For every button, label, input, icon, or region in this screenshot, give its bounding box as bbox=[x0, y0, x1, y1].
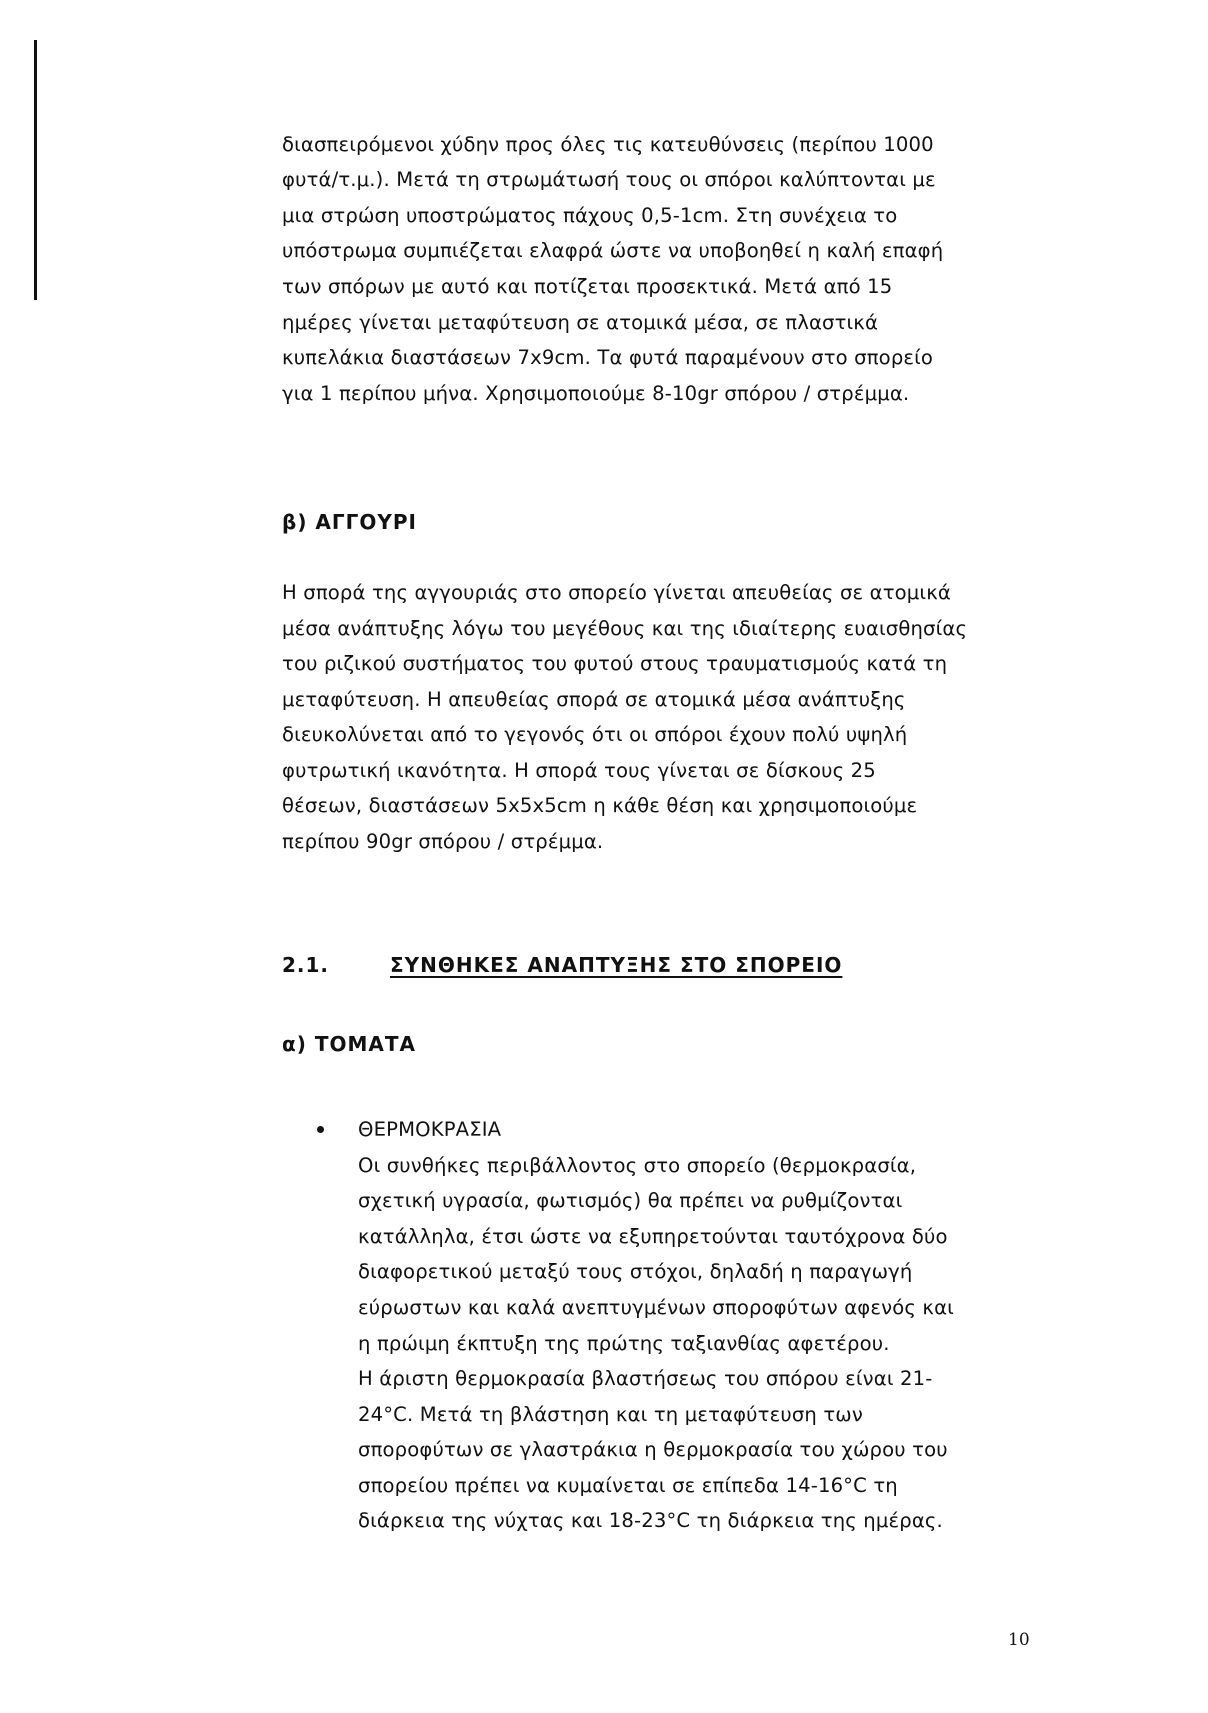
temperature-line-11: διάρκεια της νύχτας και 18-23°C τη διάρκεια της ημέρας. bbox=[358, 1509, 943, 1532]
intro-line-5: των σπόρων με αυτό και ποτίζεται προσεκτικά. Μετά από 15 bbox=[282, 275, 893, 298]
page-number: 10 bbox=[1008, 1630, 1030, 1650]
temperature-line-6: η πρώιμη έκπτυξη της πρώτης ταξιανθίας αφετέρου. bbox=[358, 1332, 890, 1355]
tomato-heading: α) ΤΟΜΑΤΑ bbox=[282, 1032, 416, 1056]
temperature-line-5: εύρωστων και καλά ανεπτυγμένων σποροφύτων αφενός και bbox=[358, 1296, 954, 1319]
temperature-line-3: κατάλληλα, έτσι ώστε να εξυπηρετούνται ταυτόχρονα δύο bbox=[358, 1225, 948, 1248]
cucumber-heading: β) ΑΓΓΟΥΡΙ bbox=[282, 510, 417, 534]
cucumber-line-6: φυτρωτική ικανότητα. Η σπορά τους γίνεται σε δίσκους 25 bbox=[282, 759, 876, 782]
scan-margin-line bbox=[34, 40, 37, 300]
cucumber-line-4: μεταφύτευση. Η απευθείας σπορά σε ατομικά μέσα ανάπτυξης bbox=[282, 688, 906, 711]
intro-line-6: ημέρες γίνεται μεταφύτευση σε ατομικά μέσα, σε πλαστικά bbox=[282, 311, 879, 334]
section-number: 2.1. bbox=[282, 953, 330, 977]
bullet-icon bbox=[317, 1126, 324, 1133]
section-title: ΣΥΝΘΗΚΕΣ ΑΝΑΠΤΥΞΗΣ ΣΤΟ ΣΠΟΡΕΙΟ bbox=[390, 953, 843, 977]
intro-line-2: φυτά/τ.μ.). Μετά τη στρωμάτωσή τους οι σπόροι καλύπτονται με bbox=[282, 168, 936, 191]
temperature-line-10: σπορείου πρέπει να κυμαίνεται σε επίπεδα 14-16°C τη bbox=[358, 1474, 898, 1497]
temperature-line-2: σχετική υγρασία, φωτισμός) θα πρέπει να ρυθμίζονται bbox=[358, 1189, 903, 1212]
cucumber-line-7: θέσεων, διαστάσεων 5x5x5cm η κάθε θέση και χρησιμοποιούμε bbox=[282, 794, 918, 817]
cucumber-line-5: διευκολύνεται από το γεγονός ότι οι σπόροι έχουν πολύ υψηλή bbox=[282, 723, 908, 746]
temperature-title: ΘΕΡΜΟΚΡΑΣΙΑ bbox=[358, 1118, 502, 1141]
cucumber-line-1: Η σπορά της αγγουριάς στο σπορείο γίνεται απευθείας σε ατομικά bbox=[282, 581, 951, 604]
temperature-line-4: διαφορετικού μεταξύ τους στόχοι, δηλαδή η παραγωγή bbox=[358, 1260, 913, 1283]
intro-line-7: κυπελάκια διαστάσεων 7x9cm. Τα φυτά παραμένουν στο σπορείο bbox=[282, 346, 934, 369]
cucumber-line-3: του ριζικού συστήματος του φυτού στους τραυματισμούς κατά τη bbox=[282, 652, 948, 675]
intro-line-3: μια στρώση υποστρώματος πάχους 0,5-1cm. Στη συνέχεια το bbox=[282, 204, 898, 227]
intro-line-4: υπόστρωμα συμπιέζεται ελαφρά ώστε να υποβοηθεί η καλή επαφή bbox=[282, 239, 944, 262]
temperature-line-1: Οι συνθήκες περιβάλλοντος στο σπορείο (θερμοκρασία, bbox=[358, 1154, 917, 1177]
intro-line-8: για 1 περίπου μήνα. Χρησιμοποιούμε 8-10gr σπόρου / στρέμμα. bbox=[282, 382, 910, 405]
temperature-line-9: σποροφύτων σε γλαστράκια η θερμοκρασία του χώρου του bbox=[358, 1438, 948, 1461]
temperature-line-8: 24°C. Μετά τη βλάστηση και τη μεταφύτευση των bbox=[358, 1403, 863, 1426]
cucumber-line-8: περίπου 90gr σπόρου / στρέμμα. bbox=[282, 830, 604, 853]
intro-line-1: διασπειρόμενοι χύδην προς όλες τις κατευθύνσεις (περίπου 1000 bbox=[282, 133, 934, 156]
temperature-line-7: Η άριστη θερμοκρασία βλαστήσεως του σπόρου είναι 21- bbox=[358, 1367, 933, 1390]
cucumber-line-2: μέσα ανάπτυξης λόγω του μεγέθους και της ιδιαίτερης ευαισθησίας bbox=[282, 617, 968, 640]
